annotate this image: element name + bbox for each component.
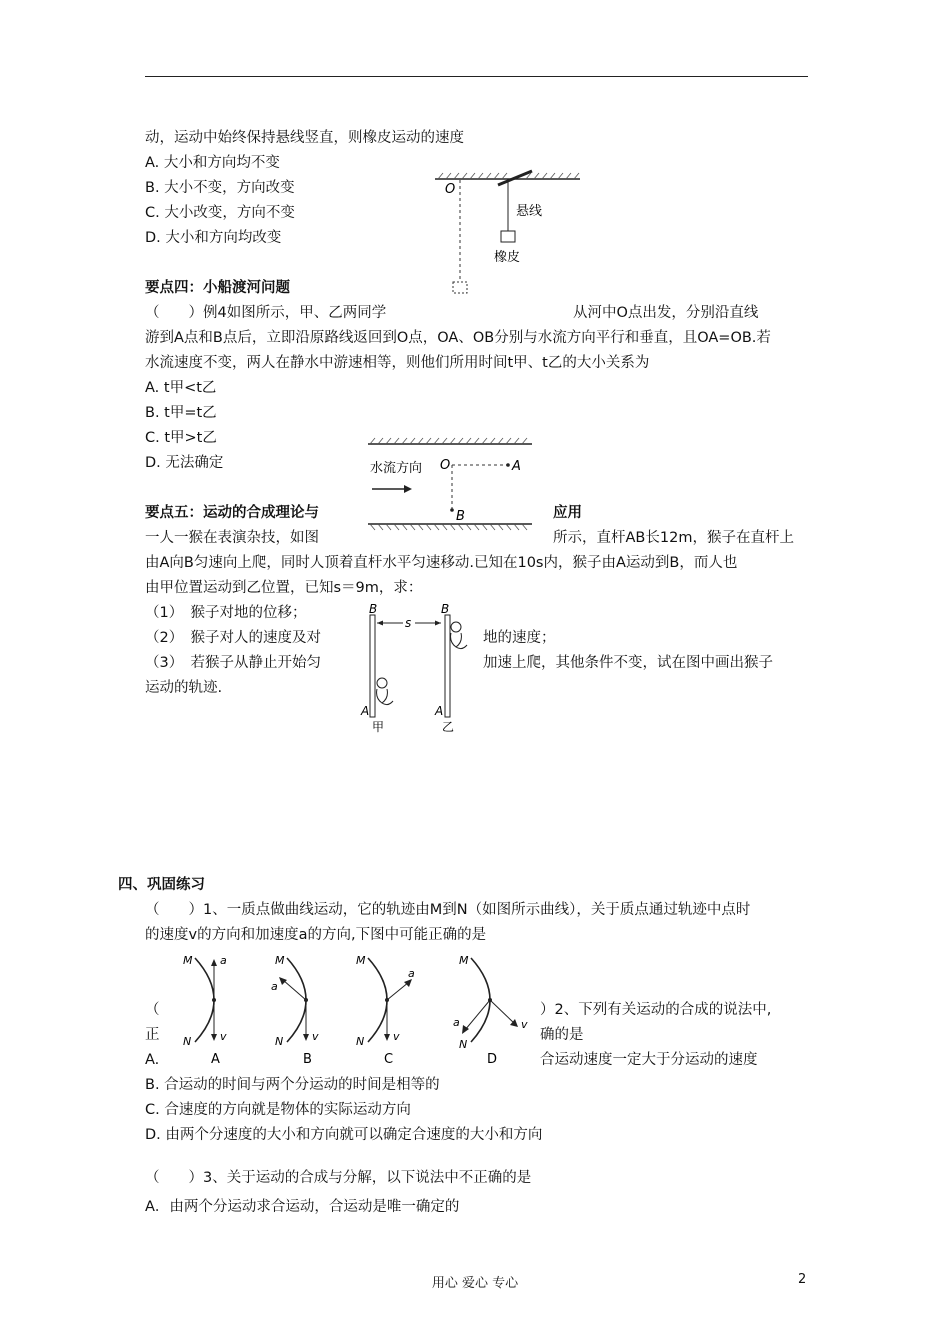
panel-c-v: v xyxy=(393,1030,400,1043)
monkey-fig-a2: A xyxy=(435,704,444,718)
river-figure xyxy=(360,432,540,534)
monkey-fig-a1: A xyxy=(361,704,370,718)
practice-q1-line2: 的速度v的方向和加速度a的方向,下图中可能正确的是 xyxy=(145,927,487,943)
sec4-option-b: B. t甲=t乙 xyxy=(145,405,217,421)
sec5-q3-end: 运动的轨迹. xyxy=(145,680,223,696)
footer-text: 用心 爱心 专心 xyxy=(431,1276,519,1291)
panel-d-v: v xyxy=(521,1018,528,1031)
river-fig-flow-label: 水流方向 xyxy=(370,461,423,476)
panel-b-a: a xyxy=(271,980,278,993)
q3-option-a: A．由两个分运动求合运动，合运动是唯一确定的 xyxy=(145,1199,460,1215)
sec5-line1-left: 一人一猴在表演杂技，如图 xyxy=(145,530,319,546)
curve-panel-b xyxy=(271,954,319,1067)
panel-a-caption: A xyxy=(211,1052,220,1067)
sec4-line1-right: 从河中O点出发，分别沿直线 xyxy=(573,305,759,321)
panel-b-v: v xyxy=(312,1030,319,1043)
panel-d-a: a xyxy=(453,1016,460,1029)
river-fig-o: O xyxy=(440,458,451,473)
q2-paren: （ xyxy=(145,1002,160,1018)
rubber-fig-string-label: 悬线 xyxy=(516,204,543,219)
q3-stem: （ ）3、关于运动的合成与分解，以下说法中不正确的是 xyxy=(145,1170,532,1186)
river-fig-a: A xyxy=(512,459,521,474)
panel-c-m: M xyxy=(356,954,366,967)
panel-b-m: M xyxy=(275,954,285,967)
sec5-line2: 由A向B匀速向上爬，同时人顶着直杆水平匀速移动.已知在10s内，猴子由A运动到B，而人也 xyxy=(145,555,738,571)
sec4-option-d: D. 无法确定 xyxy=(145,455,224,471)
page-number: 2 xyxy=(798,1272,807,1287)
sec5-q2-right: 地的速度； xyxy=(483,630,556,646)
rubber-fig-eraser-label: 橡皮 xyxy=(494,250,521,265)
sec4-title: 要点四：小船渡河问题 xyxy=(145,280,290,296)
monkey-fig-s: s xyxy=(405,616,412,630)
sec5-q2-left: （2） 猴子对人的速度及对 xyxy=(145,630,321,646)
panel-a-m: M xyxy=(183,954,193,967)
curve-panel-a xyxy=(183,954,227,1067)
rubber-figure xyxy=(430,165,590,300)
sec5-title-right: 应用 xyxy=(553,505,582,521)
header-rule xyxy=(145,76,808,77)
river-fig-b: B xyxy=(456,509,465,524)
practice-q1-line1: （ ）1、一质点做曲线运动，它的轨迹由M到N（如图所示曲线），关于质点通过轨迹中点时 xyxy=(145,902,751,918)
panel-c-a: a xyxy=(408,967,415,980)
sec5-line1-right: 所示，直杆AB长12m，猴子在直杆上 xyxy=(553,530,794,546)
q-rubber-option-a: A. 大小和方向均不变 xyxy=(145,155,280,171)
monkey-fig-b1: B xyxy=(369,603,378,616)
sec5-q1: （1） 猴子对地的位移； xyxy=(145,605,307,621)
panel-a-n: N xyxy=(183,1035,192,1048)
panel-d-caption: D xyxy=(487,1052,498,1067)
monkey-fig-b2: B xyxy=(441,603,450,616)
q2-zheng: 正 xyxy=(145,1027,160,1043)
q2-option-b: B. 合运动的时间与两个分运动的时间是相等的 xyxy=(145,1077,440,1093)
monkey-figure xyxy=(355,603,475,735)
q2-option-d: D. 由两个分速度的大小和方向就可以确定合速度的大小和方向 xyxy=(145,1127,543,1143)
curve-options-figure xyxy=(165,950,535,1068)
panel-a-v: v xyxy=(220,1030,227,1043)
panel-c-caption: C xyxy=(384,1052,394,1067)
panel-d-n: N xyxy=(459,1038,468,1051)
sec4-line2: 游到A点和B点后，立即沿原路线返回到O点，OA、OB分别与水流方向平行和垂直，且OA=OB.若 xyxy=(145,330,771,346)
panel-c-n: N xyxy=(356,1035,365,1048)
panel-d-m: M xyxy=(459,954,469,967)
q-rubber-option-b: B. 大小不变，方向改变 xyxy=(145,180,295,196)
q2-option-c: C. 合速度的方向就是物体的实际运动方向 xyxy=(145,1102,411,1118)
monkey-fig-yi: 乙 xyxy=(442,720,455,734)
curve-panel-c xyxy=(356,954,415,1067)
panel-b-n: N xyxy=(275,1035,284,1048)
sec5-title-left: 要点五：运动的合成理论与 xyxy=(145,505,319,521)
sec4-line1-left: （ ）例4如图所示，甲、乙两同学 xyxy=(145,305,387,321)
sec4-option-c: C. t甲>t乙 xyxy=(145,430,217,446)
q-rubber-option-c: C. 大小改变，方向不变 xyxy=(145,205,295,221)
q2-a-text: 合运动速度一定大于分运动的速度 xyxy=(540,1052,758,1068)
sec5-line3: 由甲位置运动到乙位置，已知s＝9m，求： xyxy=(145,580,423,596)
q-rubber-stem: 动，运动中始终保持悬线竖直，则橡皮运动的速度 xyxy=(145,130,464,146)
panel-b-caption: B xyxy=(303,1052,312,1067)
q-rubber-option-d: D. 大小和方向均改变 xyxy=(145,230,282,246)
q2-que: 确的是 xyxy=(540,1027,584,1043)
rubber-fig-o: O xyxy=(445,182,456,197)
sec4-line3: 水流速度不变，两人在静水中游速相等，则他们所用时间t甲、t乙的大小关系为 xyxy=(145,355,650,371)
sec4-option-a: A. t甲<t乙 xyxy=(145,380,217,396)
sec5-q3-left: （3） 若猴子从静止开始匀 xyxy=(145,655,321,671)
curve-panel-d xyxy=(453,954,528,1067)
practice-title: 四、巩固练习 xyxy=(118,877,205,893)
monkey-fig-jia: 甲 xyxy=(372,720,385,734)
q2-tail: ）2、下列有关运动的合成的说法中, xyxy=(540,1002,772,1018)
panel-a-a: a xyxy=(220,954,227,967)
q2-a-label: A. xyxy=(145,1052,160,1068)
sec5-q3-right: 加速上爬，其他条件不变，试在图中画出猴子 xyxy=(483,655,773,671)
